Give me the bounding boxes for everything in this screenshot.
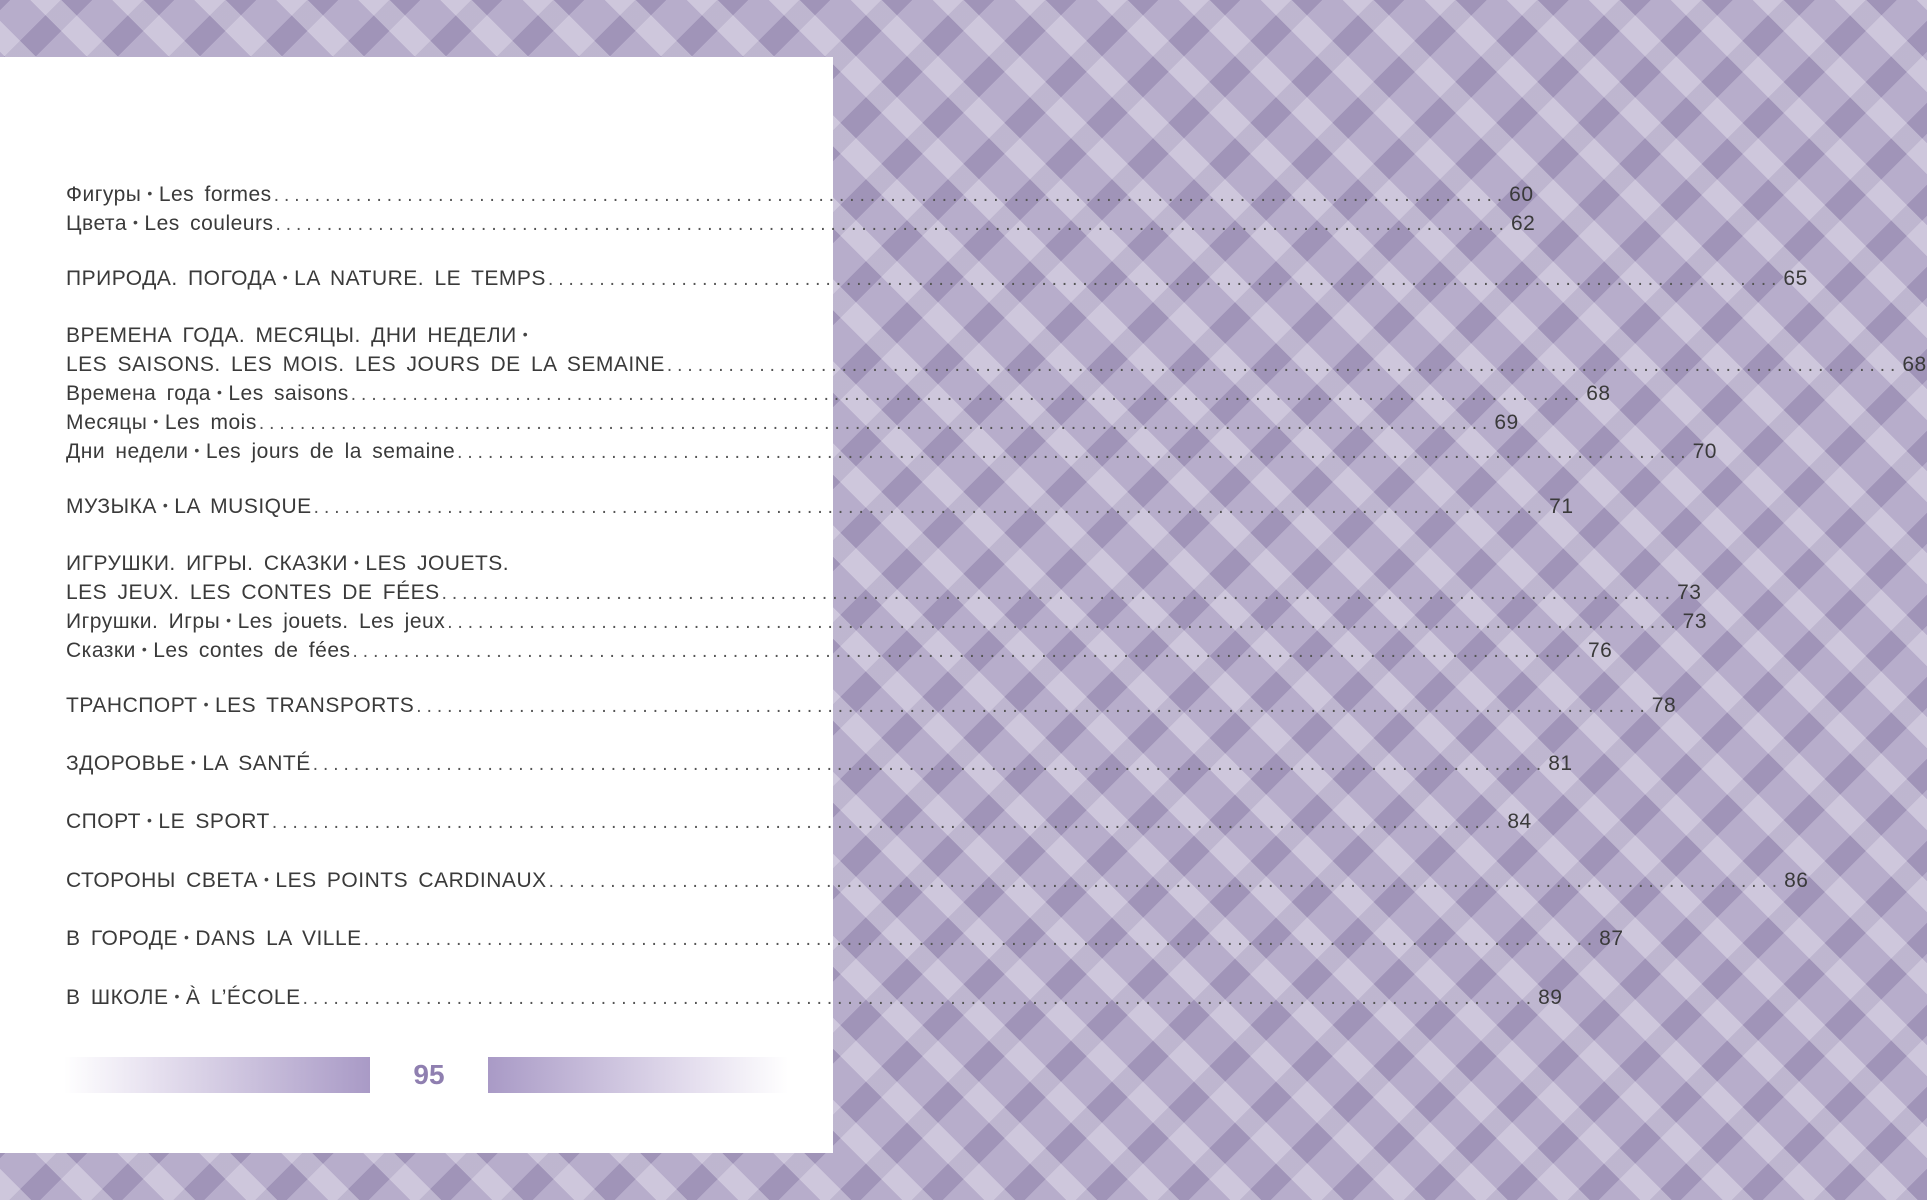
toc-title-fr: LES POINTS CARDINAUX bbox=[275, 869, 547, 892]
toc-entry bbox=[66, 261, 1808, 291]
toc-page-number: 73 bbox=[1682, 610, 1708, 633]
toc-entry-title bbox=[66, 212, 273, 236]
bullet-separator: • bbox=[174, 988, 180, 1004]
bullet-separator: • bbox=[147, 185, 153, 201]
toc-title-fr: LA NATURE. LE TEMPS bbox=[294, 267, 546, 290]
toc-page-number: 70 bbox=[1692, 440, 1717, 463]
bullet-separator: • bbox=[522, 326, 529, 342]
toc-entry bbox=[66, 575, 1702, 605]
toc-page-number: 87 bbox=[1599, 927, 1624, 950]
toc-entry-title bbox=[66, 411, 257, 435]
toc-entry-title bbox=[66, 694, 414, 718]
toc-title-fr: Les couleurs bbox=[144, 212, 274, 235]
dot-leader: ........................................................................................................................ bbox=[441, 583, 1676, 604]
toc-page-number: 76 bbox=[1587, 639, 1613, 662]
toc-page-number: 71 bbox=[1549, 495, 1574, 518]
toc-title-ru: СПОРТ bbox=[66, 810, 141, 833]
toc-title-ru: Цвета bbox=[66, 212, 127, 235]
toc-entry-title bbox=[66, 610, 445, 634]
bullet-separator: • bbox=[263, 871, 270, 887]
toc-entry-title bbox=[66, 552, 509, 576]
toc-entry bbox=[66, 921, 1624, 951]
toc-entry bbox=[66, 633, 1613, 663]
toc-title-fr: LA MUSIQUE bbox=[174, 495, 312, 518]
toc-page-number: 89 bbox=[1538, 986, 1563, 1009]
dot-leader: ........................................................................................................................ bbox=[275, 214, 1509, 235]
toc-title-ru: Фигуры bbox=[66, 183, 142, 206]
toc-title-fr: Les saisons bbox=[228, 382, 349, 405]
dot-leader: ........................................................................................................................ bbox=[416, 696, 1650, 717]
toc-page-number: 69 bbox=[1494, 411, 1519, 434]
toc-entry-title bbox=[66, 869, 547, 893]
toc-entry bbox=[66, 804, 1532, 834]
dot-leader: ........................................................................................................................ bbox=[363, 929, 1598, 950]
bullet-separator: • bbox=[282, 269, 289, 285]
toc-title-ru: ИГРУШКИ. ИГРЫ. СКАЗКИ bbox=[66, 552, 349, 575]
toc-page-number: 78 bbox=[1651, 694, 1677, 717]
toc-entry bbox=[66, 604, 1708, 634]
toc-entry-title bbox=[66, 986, 301, 1010]
toc-page-number: 62 bbox=[1510, 212, 1536, 235]
dot-leader: ........................................................................................................................ bbox=[548, 871, 1783, 892]
toc-entry-title bbox=[66, 324, 534, 348]
toc-title-ru: Времена года bbox=[66, 382, 211, 405]
toc-entry-title bbox=[66, 581, 440, 605]
toc-title-ru: ТРАНСПОРТ bbox=[66, 694, 198, 717]
toc-page-number: 68 bbox=[1902, 353, 1927, 376]
toc-entry-title bbox=[66, 495, 312, 519]
toc-entry bbox=[66, 177, 1534, 207]
toc-entry bbox=[66, 546, 792, 576]
toc-entry-title bbox=[66, 440, 455, 464]
toc-page-number: 84 bbox=[1507, 810, 1532, 833]
toc-page-number: 60 bbox=[1509, 183, 1534, 206]
bullet-separator: • bbox=[133, 214, 139, 230]
toc-title-ru: ПРИРОДА. ПОГОДА bbox=[66, 267, 277, 290]
toc-title-ru: Дни недели bbox=[66, 440, 189, 463]
toc-title-ru: Месяцы bbox=[66, 411, 148, 434]
bullet-separator: • bbox=[194, 442, 200, 458]
footer-bar-right bbox=[488, 1057, 788, 1093]
toc-entry bbox=[66, 318, 792, 348]
dot-leader: ........................................................................................................................ bbox=[352, 641, 1586, 662]
toc-entry bbox=[66, 746, 1573, 776]
toc-title-fr: Les contes de fées bbox=[153, 639, 351, 662]
bullet-separator: • bbox=[216, 384, 223, 400]
bullet-separator: • bbox=[141, 641, 148, 657]
page-number: 95 bbox=[413, 1059, 445, 1090]
toc-entry-title bbox=[66, 927, 362, 951]
toc-entry bbox=[66, 863, 1809, 893]
dot-leader: ........................................................................................................................ bbox=[273, 185, 1508, 206]
bullet-separator: • bbox=[184, 929, 190, 945]
bullet-separator: • bbox=[203, 696, 209, 712]
dot-leader: ........................................................................................................................ bbox=[666, 355, 1901, 376]
toc-title-fr: LA SANTÉ bbox=[202, 752, 311, 775]
bullet-separator: • bbox=[162, 497, 169, 513]
bullet-separator: • bbox=[226, 612, 232, 628]
toc-title-ru: LES JEUX. LES CONTES DE FÉES bbox=[66, 581, 440, 604]
bullet-separator: • bbox=[147, 812, 153, 828]
toc-page-number: 81 bbox=[1548, 752, 1573, 775]
toc-entry-title bbox=[66, 810, 270, 834]
toc-title-ru: LES SAISONS. LES MOIS. LES JOURS DE LA SEMAINE bbox=[66, 353, 665, 376]
toc-page-number: 86 bbox=[1784, 869, 1809, 892]
toc-entry bbox=[66, 688, 1677, 718]
dot-leader: ........................................................................................................................ bbox=[457, 442, 1691, 463]
toc-title-ru: Сказки bbox=[66, 639, 136, 662]
dot-leader: ........................................................................................................................ bbox=[313, 497, 1548, 518]
dot-leader: ........................................................................................................................ bbox=[258, 413, 1493, 434]
toc-title-ru: СТОРОНЫ СВЕТА bbox=[66, 869, 258, 892]
dot-leader: ........................................................................................................................ bbox=[312, 754, 1547, 775]
toc-entry-title bbox=[66, 639, 351, 663]
toc-title-fr: DANS LA VILLE bbox=[195, 927, 362, 950]
dot-leader: ........................................................................................................................ bbox=[447, 612, 1681, 633]
toc-entry bbox=[66, 434, 1717, 464]
toc-title-fr: Les formes bbox=[158, 183, 272, 206]
toc-title-ru: ВРЕМЕНА ГОДА. МЕСЯЦЫ. ДНИ НЕДЕЛИ bbox=[66, 324, 517, 347]
toc-page-number: 65 bbox=[1783, 267, 1808, 290]
toc-page-number: 73 bbox=[1677, 581, 1702, 604]
bullet-separator: • bbox=[354, 554, 360, 570]
toc-title-fr: LES TRANSPORTS bbox=[215, 694, 415, 717]
dot-leader: ........................................................................................................................ bbox=[547, 269, 1782, 290]
dot-leader: ........................................................................................................................ bbox=[271, 812, 1506, 833]
toc-entry-title bbox=[66, 353, 665, 377]
toc-entry-title bbox=[66, 183, 272, 207]
toc-entry bbox=[66, 980, 1563, 1010]
toc-entry-title bbox=[66, 267, 546, 291]
toc-title-fr: À L’ÉCOLE bbox=[185, 986, 301, 1009]
dot-leader: ........................................................................................................................ bbox=[302, 988, 1537, 1009]
toc-page-number: 68 bbox=[1586, 382, 1611, 405]
toc-title-fr: Les mois bbox=[164, 411, 257, 434]
toc-title-fr: LES JOUETS. bbox=[365, 552, 510, 575]
toc-entry-title bbox=[66, 382, 349, 406]
toc-entry bbox=[66, 489, 1574, 519]
footer-bar-left bbox=[64, 1057, 370, 1093]
toc-entry bbox=[66, 405, 1519, 435]
toc-entry bbox=[66, 376, 1611, 406]
toc-entry-title bbox=[66, 752, 311, 776]
toc-entry bbox=[66, 206, 1536, 236]
toc-title-ru: МУЗЫКА bbox=[66, 495, 157, 518]
toc-title-ru: В ГОРОДЕ bbox=[66, 927, 179, 950]
toc-title-fr: Les jours de la semaine bbox=[205, 440, 456, 463]
book-page bbox=[0, 57, 1927, 1153]
toc-title-fr: LE SPORT bbox=[158, 810, 270, 833]
bullet-separator: • bbox=[190, 754, 197, 770]
toc-entry bbox=[66, 347, 1927, 377]
bullet-separator: • bbox=[153, 413, 159, 429]
toc-title-ru: ЗДОРОВЬЕ bbox=[66, 752, 185, 775]
toc-title-fr: Les jouets. Les jeux bbox=[237, 610, 446, 633]
dot-leader: ........................................................................................................................ bbox=[350, 384, 1585, 405]
toc-title-ru: Игрушки. Игры bbox=[66, 610, 221, 633]
toc-title-ru: В ШКОЛЕ bbox=[66, 986, 169, 1009]
